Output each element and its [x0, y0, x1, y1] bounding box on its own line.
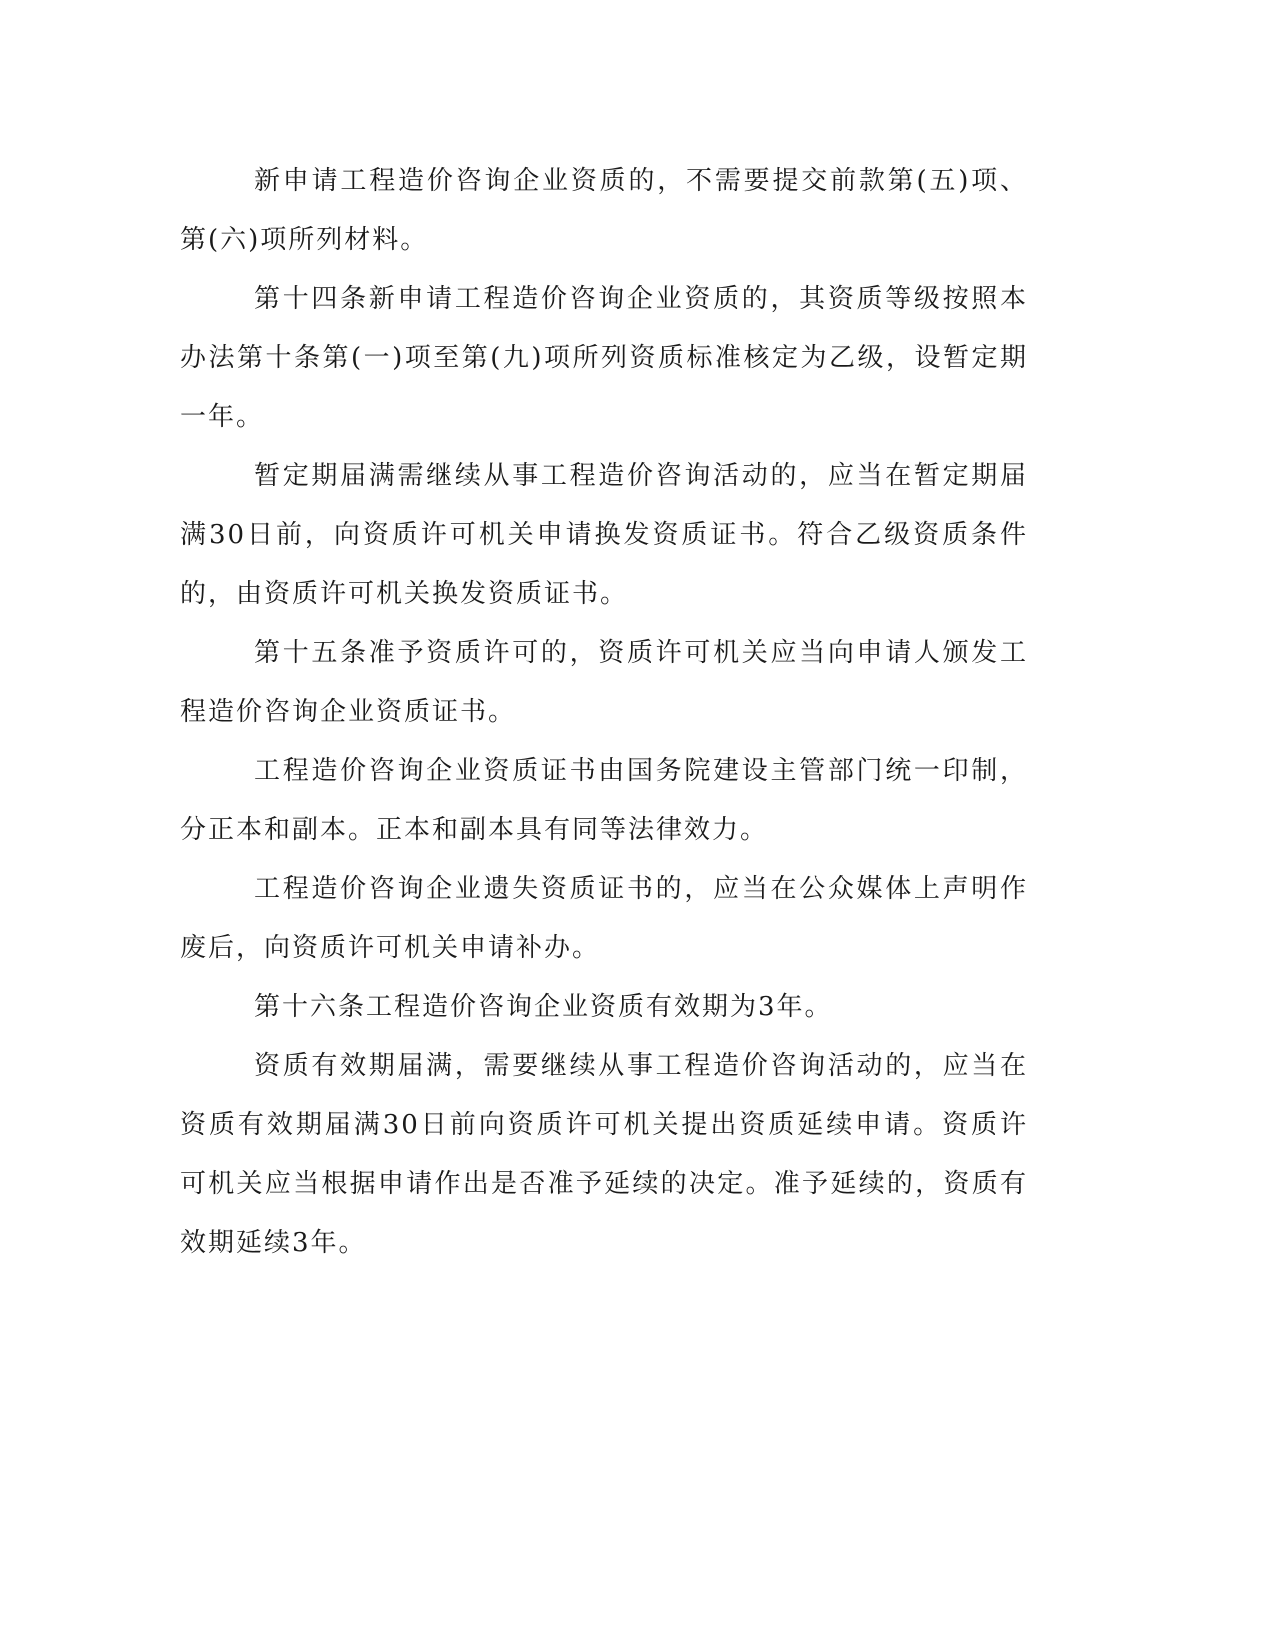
paragraph-2: 第十四条新申请工程造价咨询企业资质的，其资质等级按照本办法第十条第(一)项至第(九)项所列资质标准核定为乙级，设暂定期一年。 — [180, 284, 1028, 432]
paragraph-6: 工程造价咨询企业遗失资质证书的，应当在公众媒体上声明作废后，向资质许可机关申请补办。 — [180, 874, 1028, 963]
paragraph-5: 工程造价咨询企业资质证书由国务院建设主管部门统一印制，分正本和副本。正本和副本具有同等法律效力。 — [180, 756, 1028, 845]
paragraph-8: 资质有效期届满，需要继续从事工程造价咨询活动的，应当在资质有效期届满30日前向资质许可机关提出资质延续申请。资质许可机关应当根据申请作出是否准予延续的决定。准予延续的，资质有效期延续3年。 — [180, 1051, 1028, 1258]
paragraph-3: 暂定期届满需继续从事工程造价咨询活动的，应当在暂定期届满30日前，向资质许可机关申请换发资质证书。符合乙级资质条件的，由资质许可机关换发资质证书。 — [180, 461, 1028, 609]
paragraph-1: 新申请工程造价咨询企业资质的，不需要提交前款第(五)项、第(六)项所列材料。 — [180, 166, 1028, 255]
paragraph-4: 第十五条准予资质许可的，资质许可机关应当向申请人颁发工程造价咨询企业资质证书。 — [180, 638, 1028, 727]
document-body — [180, 152, 1028, 1273]
paragraph-7: 第十六条工程造价咨询企业资质有效期为3年。 — [254, 992, 833, 1022]
